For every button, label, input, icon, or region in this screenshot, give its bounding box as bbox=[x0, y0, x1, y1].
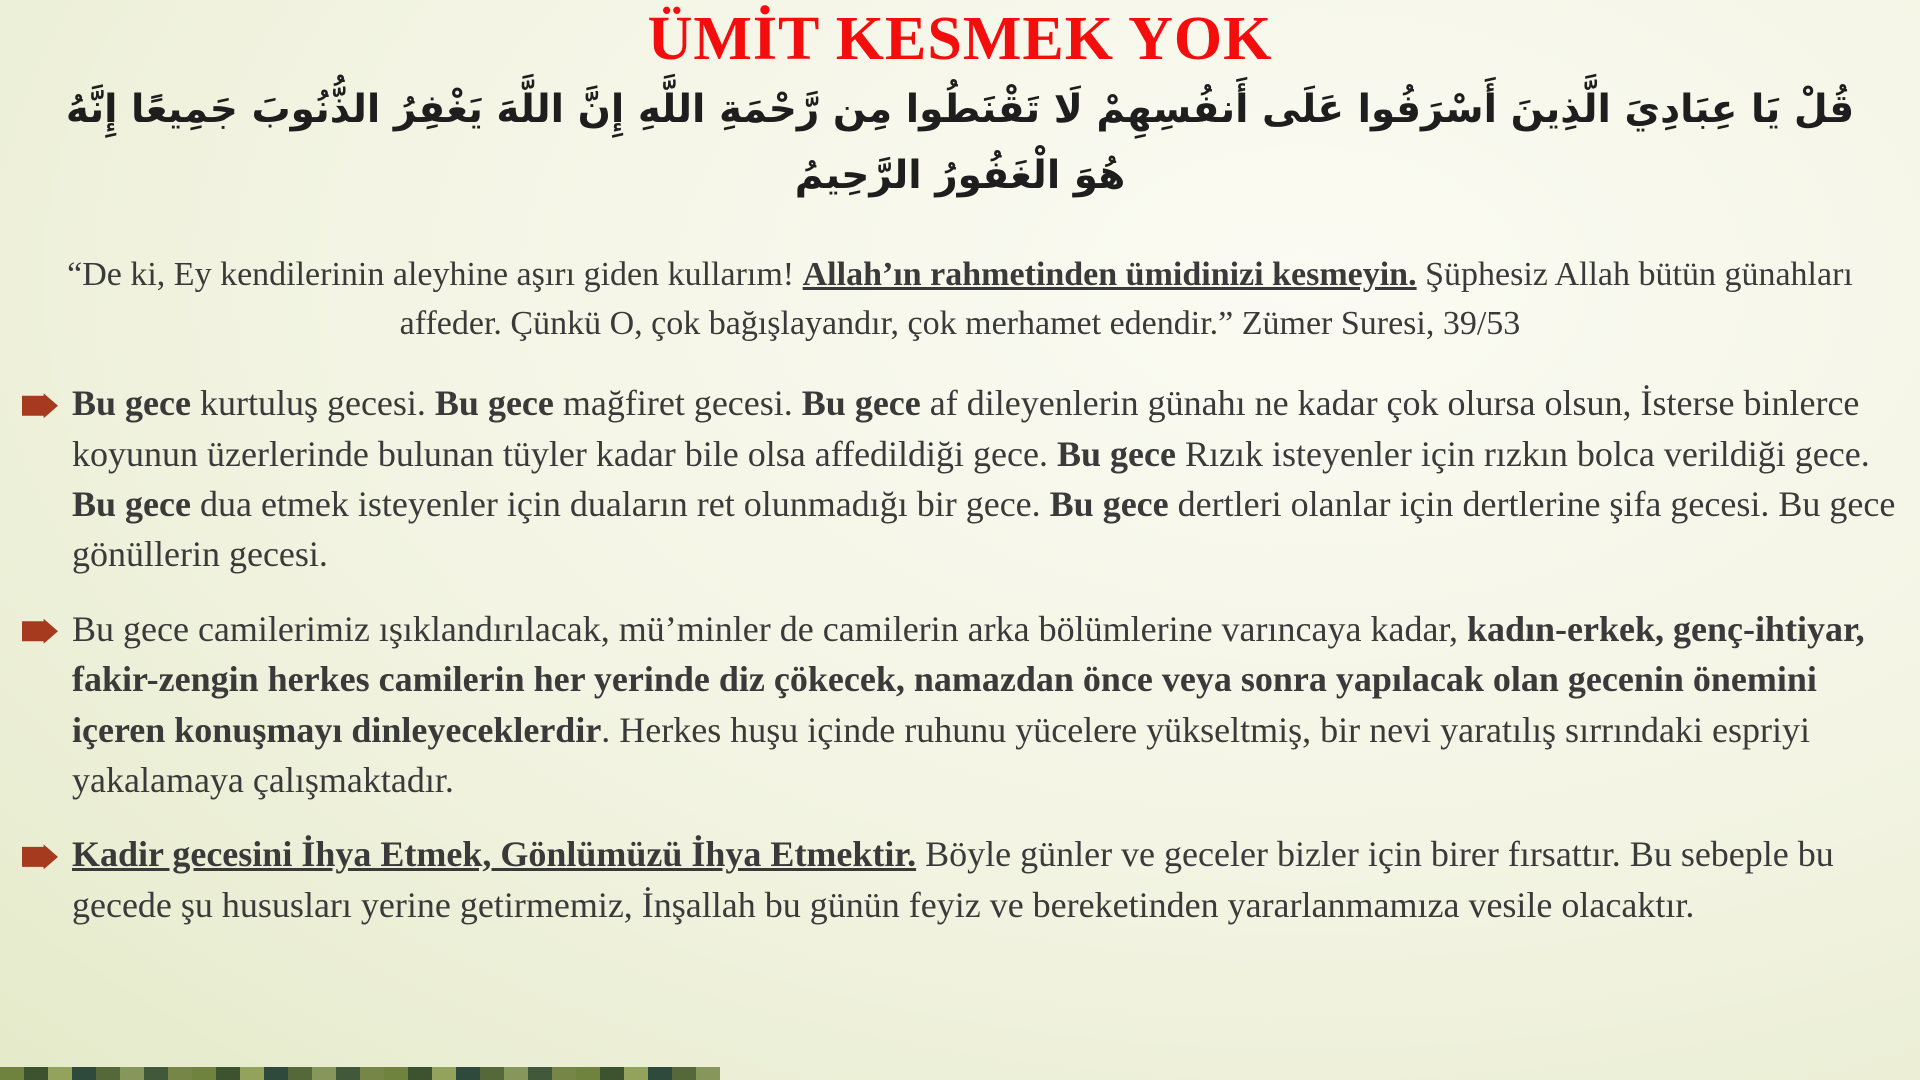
bullet-text: Kadir gecesini İhya Etmek, Gönlümüzü İhya Etmektir. Böyle günler ve geceler bizler için birer fırsattır. Bu sebeple bu gecede şu hususları yerine getirmemiz, İnşallah bu günün feyiz ve bereketinden yararlanmamıza vesile olacaktır. bbox=[72, 834, 1834, 925]
arrow-bullet-icon bbox=[22, 619, 58, 644]
slide-title: ÜMİT KESMEK YOK bbox=[647, 5, 1273, 73]
bullet-list bbox=[0, 378, 1900, 930]
bullet-item bbox=[0, 604, 1900, 806]
decorative-mosaic-border bbox=[0, 1067, 720, 1080]
arabic-verse: قُلْ يَا عِبَادِيَ الَّذِينَ أَسْرَفُوا عَلَى أَنفُسِهِمْ لَا تَقْنَطُوا مِن رَّحْمَةِ اللَّهِ إِنَّ اللَّهَ يَغْفِرُ الذُّنُوبَ جَمِيعًا إِنَّهُ هُوَ الْغَفُورُ الرَّحِيمُ bbox=[65, 87, 1855, 199]
bullet-text: Bu gece kurtuluş gecesi. Bu gece mağfiret gecesi. Bu gece af dileyenlerin günahı ne kadar çok olursa olsun, İsterse binlerce koyunun üzerlerinde bulunan tüyler kadar bile olsa affedildiği gece. Bu gece Rızık isteyenler için rızkın bolca verildiği gece. Bu gece dua etmek isteyenler için duaların ret olunmadığı bir gece. Bu gece dertleri olanlar için dertlerine şifa gecesi. Bu gece gönüllerin gecesi. bbox=[72, 383, 1896, 575]
quote-translation: “De ki, Ey kendilerinin aleyhine aşırı giden kullarım! Allah’ın rahmetinden ümidinizi kesmeyin. Şüphesiz Allah bütün günahları affeder. Çünkü O, çok bağışlayandır, çok merhamet edendir.” Zümer Suresi, 39/53 bbox=[67, 255, 1853, 342]
bullet-item bbox=[0, 829, 1900, 930]
bullet-text: Bu gece camilerimiz ışıklandırılacak, mü’minler de camilerin arka bölümlerine varıncaya kadar, kadın-erkek, genç-ihtiyar, fakir-zengin herkes camilerin her yerinde diz çökecek, namazdan önce veya sonra yapılacak olan gecenin önemini içeren konuşmayı dinleyeceklerdir. Herkes huşu içinde ruhunu yücelere yükseltmiş, bir nevi yaratılış sırrındaki espriyi yakalamaya çalışmaktadır. bbox=[72, 608, 1865, 800]
arrow-bullet-icon bbox=[22, 393, 58, 418]
bullet-item bbox=[0, 378, 1900, 580]
arrow-bullet-icon bbox=[22, 844, 58, 869]
